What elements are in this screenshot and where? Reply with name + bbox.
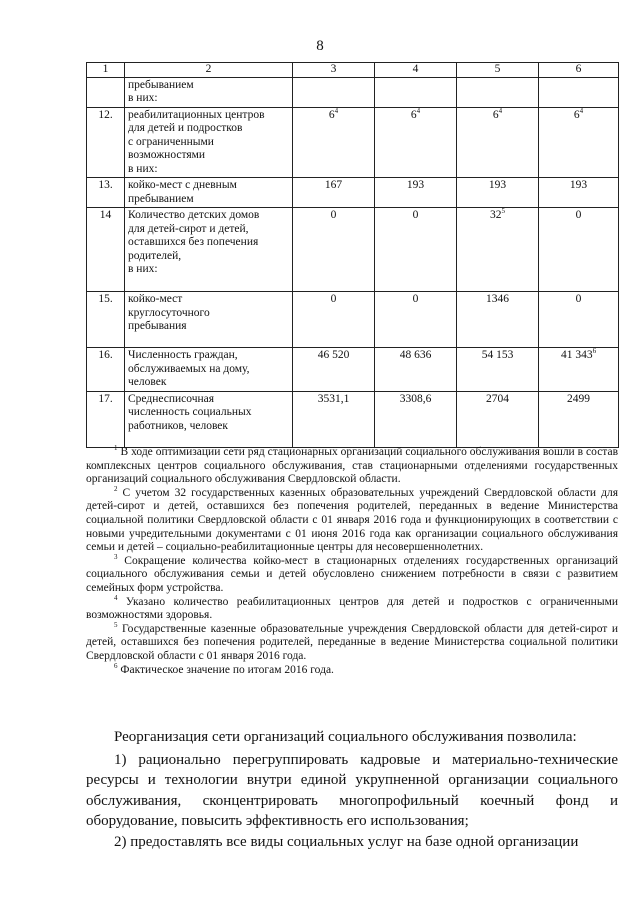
cell-value: $6^4$ <box>375 107 457 178</box>
row-label: Количество детских домов для детей-сирот и детей, оставшихся без попечения родителей, в них: <box>125 208 293 292</box>
table-row <box>87 292 619 348</box>
body-text <box>86 727 618 852</box>
footnote: $^3$ Сокращение количества койко-мест в стационарных отделениях государственных организаций социального обслуживания семьи и детей обусловлено снижением потребности в связи с развитием семейных форм устройства. <box>86 552 618 594</box>
row-number: 13. <box>87 178 125 208</box>
cell-value: $6^4$ <box>457 107 539 178</box>
footnote: $^4$ Указано количество реабилитационных центров для детей и подростков с ограниченными возможностями здоровья. <box>86 593 618 622</box>
cell-value: 41 $343^6$ <box>539 348 619 392</box>
cell-value: 193 <box>539 178 619 208</box>
cell-value: 48 636 <box>375 348 457 392</box>
footnote: $^1$ В ходе оптимизации сети ряд стационарных организаций социального обслуживания вошли в состав комплексных центров социального обслуживания, став стационарными отделениями государственных организаций социального обслуживания Свердловской области. <box>86 444 618 486</box>
row-number: 14 <box>87 208 125 292</box>
body-paragraph: Реорганизация сети организаций социального обслуживания позволила: <box>114 729 577 745</box>
footnote-mark: 3 <box>114 552 118 561</box>
cell-value: 193 <box>457 178 539 208</box>
row-label: Среднесписочная численность социальных работников, человек <box>125 391 293 447</box>
footnotes <box>86 446 618 677</box>
footnote-ref: 6 <box>592 347 597 356</box>
cell-value: 3308,6 <box>375 391 457 447</box>
column-header: 4 <box>375 63 457 78</box>
cell-value: 46 520 <box>293 348 375 392</box>
cell-value: 2499 <box>539 391 619 447</box>
footnote: $^2$ С учетом 32 государственных казенных образовательных учреждений Свердловской области для детей-сирот и детей, оставшихся без попечения родителей, переданных в ведение Министерства социальной политики Свердловской области с 01 января 2016 года и функционирующих в соответствии с новыми учредительными документами с 01 июня 2016 года как организации социального обслуживания семьи и детей – социально-реабилитационные центры для несовершеннолетних. <box>86 484 618 554</box>
cell-value: 0 <box>293 208 375 292</box>
data-table <box>86 62 619 448</box>
column-header: 5 <box>457 63 539 78</box>
footnote-mark: 2 <box>114 484 118 493</box>
cell-value: 0 <box>539 292 619 348</box>
cell-value: 193 <box>375 178 457 208</box>
footnote-ref: 5 <box>501 207 505 216</box>
page-number: 8 <box>316 38 324 54</box>
cell-value: $6^4$ <box>293 107 375 178</box>
cell-value <box>375 77 457 107</box>
footnote-mark: 5 <box>114 620 118 629</box>
cell-value: 1346 <box>457 292 539 348</box>
cell-value <box>457 77 539 107</box>
footnote-mark: 4 <box>114 593 118 602</box>
table-row <box>87 77 619 107</box>
cell-value: $32^5$ <box>457 208 539 292</box>
row-label: пребыванием в них: <box>125 77 293 107</box>
footnote-mark: 1 <box>114 444 118 453</box>
table-header-row <box>87 63 619 78</box>
table-row <box>87 391 619 447</box>
footnote-ref: 4 <box>498 106 503 115</box>
footnote: $^5$ Государственные казенные образовательные учреждения Свердловской области для детей-сирот и детей, оставшихся без попечения родителей, переданные в ведение Министерства социальной политики Свердловской области с 01 января 2016 года. <box>86 620 618 662</box>
row-label: реабилитационных центров для детей и подростков с ограниченными возможностями в них: <box>125 107 293 178</box>
footnote-mark: 6 <box>114 661 118 670</box>
row-label: койко-мест круглосуточного пребывания <box>125 292 293 348</box>
row-number: 15. <box>87 292 125 348</box>
cell-value: 0 <box>375 208 457 292</box>
row-number: 17. <box>87 391 125 447</box>
table-row <box>87 178 619 208</box>
footnote-ref: 4 <box>579 106 584 115</box>
row-label: койко-мест с дневным пребыванием <box>125 178 293 208</box>
cell-value: 167 <box>293 178 375 208</box>
cell-value: 54 153 <box>457 348 539 392</box>
cell-value: 0 <box>375 292 457 348</box>
column-header: 2 <box>125 63 293 78</box>
cell-value <box>539 77 619 107</box>
cell-value: 2704 <box>457 391 539 447</box>
row-number <box>87 77 125 107</box>
cell-value: 3531,1 <box>293 391 375 447</box>
footnote: $^6$ Фактическое значение по итогам 2016 года. <box>114 661 334 676</box>
row-number: 16. <box>87 348 125 392</box>
cell-value: $6^4$ <box>539 107 619 178</box>
body-paragraph: 1) рационально перегруппировать кадровые и материально-технические ресурсы и технологии внутри единой укрупненной организации социального обслуживания, сконцентрировать многопрофильный коечный фонд и оборудование, повысить эффективность его использования; <box>86 751 618 829</box>
table-row <box>87 348 619 392</box>
body-paragraph: 2) предоставлять все виды социальных услуг на базе одной организации <box>114 833 579 850</box>
footnote-ref: 4 <box>334 106 339 115</box>
column-header: 3 <box>293 63 375 78</box>
table-row <box>87 208 619 292</box>
row-label: Численность граждан, обслуживаемых на дому, человек <box>125 348 293 392</box>
table-row <box>87 107 619 178</box>
row-number: 12. <box>87 107 125 178</box>
cell-value: 0 <box>539 208 619 292</box>
cell-value: 0 <box>293 292 375 348</box>
cell-value <box>293 77 375 107</box>
column-header: 1 <box>87 63 125 78</box>
column-header: 6 <box>539 63 619 78</box>
footnote-ref: 4 <box>416 106 421 115</box>
